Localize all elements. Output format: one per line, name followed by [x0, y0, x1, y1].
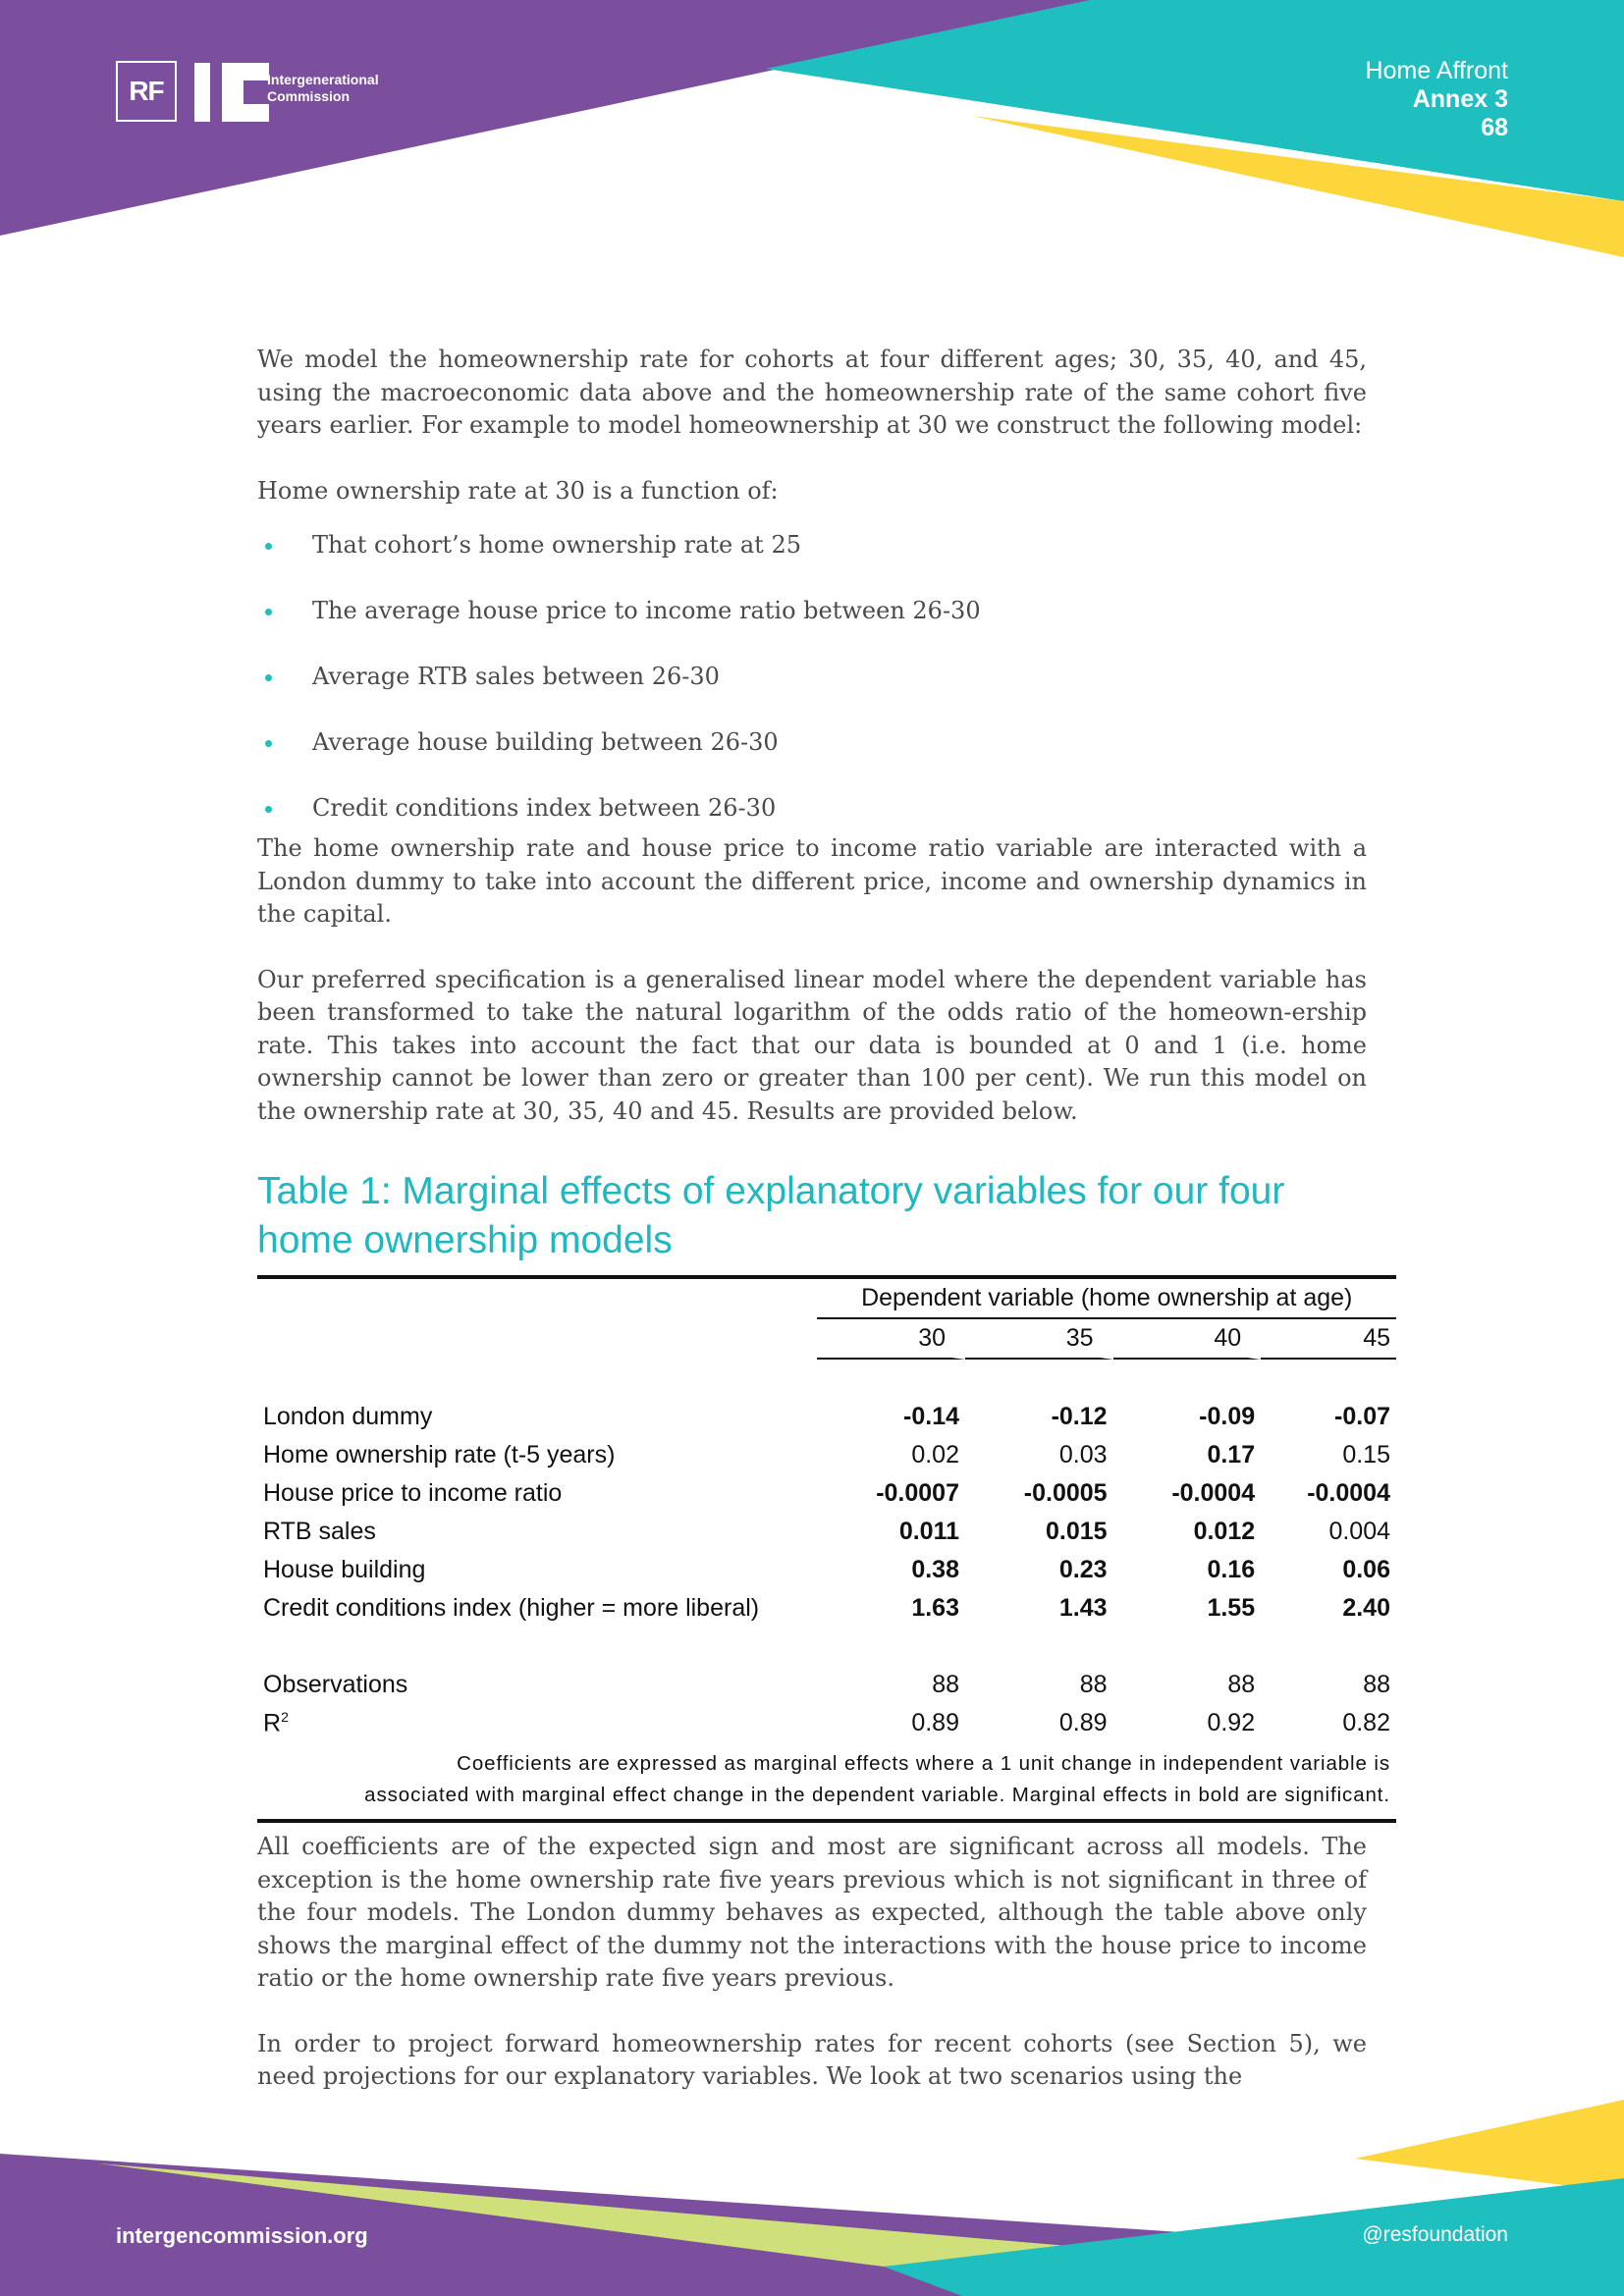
table-cell: -0.0007	[876, 1479, 959, 1507]
row-label: Home ownership rate (t-5 years)	[263, 1441, 616, 1468]
table-cell: 1.55	[1207, 1594, 1256, 1622]
row-label: London dummy	[263, 1403, 433, 1430]
table-cell: 88	[1079, 1671, 1108, 1698]
row-label: Observations	[263, 1671, 408, 1698]
table-row	[257, 1474, 1396, 1513]
list-item	[257, 792, 1367, 825]
dependent-variable-header: Dependent variable (home ownership at age)	[817, 1279, 1396, 1319]
after-paragraph-2: In order to project forward homeownership rates for recent cohorts (see Section 5), we need projections for our explanatory variables. We look at two scenarios using the	[257, 2029, 1367, 2090]
table-cell: 88	[1227, 1671, 1256, 1698]
table-cell: 0.89	[911, 1709, 959, 1736]
table-row	[257, 1436, 1396, 1474]
table-row	[257, 1279, 1396, 1319]
bullet-dot-icon	[265, 609, 272, 615]
list-item-text: That cohort’s home ownership rate at 25	[312, 531, 801, 559]
table-row	[257, 1398, 1396, 1436]
bullet-dot-icon	[265, 543, 272, 550]
footer-website-link[interactable]: intergencommission.org	[116, 2223, 368, 2248]
table-cell: -0.0005	[1023, 1479, 1108, 1507]
table-cell: 0.23	[1058, 1556, 1108, 1583]
row-label: Credit conditions index (higher = more liberal)	[263, 1594, 760, 1622]
table-cell: 0.011	[898, 1518, 959, 1545]
rf-logo: RF	[116, 61, 177, 122]
table-note	[257, 1742, 1396, 1819]
row-label: RTB sales	[263, 1518, 376, 1545]
list-item-text: Credit conditions index between 26-30	[312, 794, 777, 822]
table-cell: 2.40	[1342, 1594, 1390, 1622]
table-cell: 0.03	[1058, 1441, 1108, 1468]
table-cell: 0.17	[1207, 1441, 1256, 1468]
header-decoration	[0, 0, 1624, 294]
header-meta	[1366, 57, 1508, 142]
table-cell: -0.09	[1199, 1403, 1256, 1430]
table-row	[257, 1704, 1396, 1742]
after-paragraph-1: All coefficients are of the expected sign and most are significant across all models. The exception is the home ownership rate five years previous which is not significant in three of the four models. The London dummy behaves as expected, although the table above only shows the marginal effect of the dummy not the interactions with the house price to income ratio or the home ownership rate five years previous.	[257, 1833, 1367, 1992]
logo-wordmark-line1: Intergenerational	[267, 72, 379, 87]
bullet-dot-icon	[265, 740, 272, 747]
column-header-age: 45	[1261, 1319, 1396, 1360]
column-header-age: 30	[817, 1319, 965, 1360]
logo-wordmark-line2: Commission	[267, 88, 351, 104]
logo-wordmark	[267, 72, 379, 105]
list-item-text: The average house price to income ratio between 26-30	[312, 597, 981, 624]
table-cell: -0.07	[1334, 1403, 1390, 1430]
list-item	[257, 595, 1367, 627]
intro-paragraph-2: Home ownership rate at 30 is a function of:	[257, 476, 779, 505]
footer-decoration	[0, 2100, 1624, 2296]
function-bullet-list	[257, 529, 1367, 825]
table-row	[257, 1319, 1396, 1360]
intro-paragraph-1: We model the homeownership rate for cohorts at four different ages; 30, 35, 40, and 45, using the macroeconomic data above and the homeownership rate of the same cohort five years earlier. For example to model homeownership at 30 we construct the following model:	[257, 346, 1367, 439]
list-item-text: Average RTB sales between 26-30	[312, 663, 720, 690]
row-label: House building	[263, 1556, 426, 1583]
r2-superscript: 2	[281, 1708, 289, 1725]
table-note-line2: associated with marginal effect change in the dependent variable. Marginal effects in bold are significant.	[364, 1784, 1390, 1806]
table-cell: 88	[1363, 1671, 1390, 1698]
table-cell: 88	[932, 1671, 959, 1698]
table-cell: 0.92	[1207, 1709, 1256, 1736]
column-header-age: 35	[965, 1319, 1113, 1360]
footer-yellow-band	[1355, 2100, 1624, 2193]
bullet-dot-icon	[265, 674, 272, 681]
intro-paragraph-3: The home ownership rate and house price to income ratio variable are interacted with a London dummy to take into account the different price, income and ownership dynamics in the capital.	[257, 834, 1367, 928]
table-cell: -0.12	[1051, 1403, 1108, 1430]
table-cell: 0.012	[1193, 1518, 1256, 1545]
table-cell: -0.0004	[1171, 1479, 1256, 1507]
table-cell: 1.63	[911, 1594, 959, 1622]
table-cell: 0.16	[1207, 1556, 1256, 1583]
table-row	[257, 1589, 1396, 1628]
list-item	[257, 529, 1367, 561]
table-row	[257, 1551, 1396, 1589]
intro-paragraph-4: Our preferred specification is a generalised linear model where the dependent variable has been transformed to take the natural logarithm of the odds ratio of the homeown-ership rate. This takes into account the fact that our data is bounded at 0 and 1 (i.e. home ownership cannot be lower than zero or greater than 100 per cent). We run this model on the ownership rate at 30, 35, 40 and 45. Results are provided below.	[257, 965, 1367, 1125]
table-cell: 0.15	[1342, 1441, 1390, 1468]
table-note-line1: Coefficients are expressed as marginal effects where a 1 unit change in independent variable is	[457, 1752, 1390, 1775]
row-label	[257, 1704, 817, 1742]
table-cell: 0.06	[1342, 1556, 1390, 1583]
table-cell: 1.43	[1058, 1594, 1108, 1622]
table-cell: -0.0004	[1307, 1479, 1390, 1507]
table-cell: 0.89	[1058, 1709, 1108, 1736]
table-cell: 0.82	[1342, 1709, 1390, 1736]
table-cell: 0.38	[911, 1556, 959, 1583]
row-label: House price to income ratio	[263, 1479, 563, 1507]
list-item	[257, 726, 1367, 759]
main-content	[257, 344, 1390, 2094]
annex-label: Annex 3	[1412, 85, 1508, 113]
table-cell: 0.02	[911, 1441, 959, 1468]
list-item-text: Average house building between 26-30	[312, 728, 779, 756]
page-number: 68	[1481, 114, 1508, 141]
table-cell: 0.004	[1328, 1518, 1390, 1545]
regression-table	[257, 1275, 1396, 1823]
table-row	[257, 1666, 1396, 1704]
table-cell: -0.14	[903, 1403, 959, 1430]
table-row	[257, 1513, 1396, 1551]
r2-label: R	[263, 1709, 282, 1737]
report-title: Home Affront	[1365, 57, 1508, 84]
column-header-age: 40	[1113, 1319, 1262, 1360]
table-cell: 0.015	[1046, 1518, 1108, 1545]
list-item	[257, 661, 1367, 693]
bullet-dot-icon	[265, 806, 272, 813]
footer-social-handle[interactable]: @resfoundation	[1362, 2223, 1508, 2246]
table-title: Table 1: Marginal effects of explanatory variables for our four home ownership models	[257, 1170, 1285, 1261]
